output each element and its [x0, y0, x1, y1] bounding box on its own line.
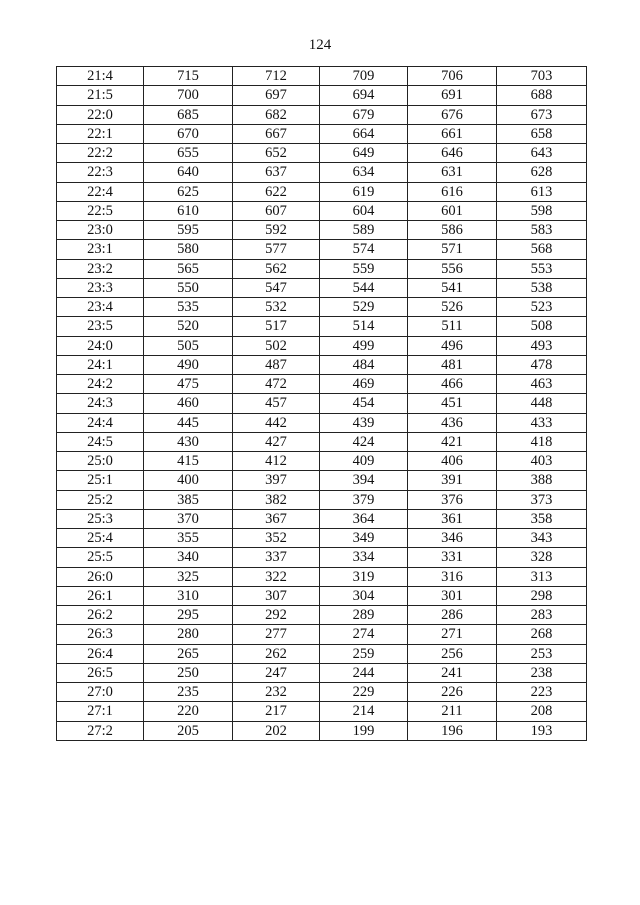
- value-cell: 682: [233, 105, 320, 124]
- value-cell: 340: [144, 548, 233, 567]
- value-cell: 262: [233, 644, 320, 663]
- table-row: [57, 375, 587, 394]
- value-cell: 424: [320, 432, 408, 451]
- row-label-cell: 26:1: [57, 586, 144, 605]
- value-cell: 322: [233, 567, 320, 586]
- value-cell: 211: [408, 702, 497, 721]
- value-cell: 577: [233, 240, 320, 259]
- value-cell: 445: [144, 413, 233, 432]
- value-cell: 400: [144, 471, 233, 490]
- value-cell: 370: [144, 509, 233, 528]
- value-cell: 574: [320, 240, 408, 259]
- value-cell: 247: [233, 663, 320, 682]
- row-label-cell: 23:3: [57, 278, 144, 297]
- value-cell: 301: [408, 586, 497, 605]
- value-cell: 436: [408, 413, 497, 432]
- table-row: [57, 86, 587, 105]
- value-cell: 265: [144, 644, 233, 663]
- value-cell: 427: [233, 432, 320, 451]
- table-row: [57, 105, 587, 124]
- value-cell: 601: [408, 201, 497, 220]
- value-cell: 460: [144, 394, 233, 413]
- value-cell: 556: [408, 259, 497, 278]
- value-cell: 475: [144, 375, 233, 394]
- row-label-cell: 25:5: [57, 548, 144, 567]
- value-cell: 325: [144, 567, 233, 586]
- value-cell: 562: [233, 259, 320, 278]
- table-row: [57, 509, 587, 528]
- row-label-cell: 24:3: [57, 394, 144, 413]
- value-cell: 463: [497, 375, 587, 394]
- value-cell: 292: [233, 606, 320, 625]
- value-cell: 649: [320, 144, 408, 163]
- value-cell: 283: [497, 606, 587, 625]
- value-cell: 319: [320, 567, 408, 586]
- value-cell: 700: [144, 86, 233, 105]
- value-cell: 622: [233, 182, 320, 201]
- table-row: [57, 606, 587, 625]
- value-cell: 385: [144, 490, 233, 509]
- value-cell: 295: [144, 606, 233, 625]
- value-cell: 685: [144, 105, 233, 124]
- value-cell: 199: [320, 721, 408, 740]
- value-cell: 226: [408, 683, 497, 702]
- row-label-cell: 24:0: [57, 336, 144, 355]
- row-label-cell: 23:1: [57, 240, 144, 259]
- table-row: [57, 259, 587, 278]
- value-cell: 271: [408, 625, 497, 644]
- table-row: [57, 702, 587, 721]
- table-row: [57, 683, 587, 702]
- value-cell: 217: [233, 702, 320, 721]
- value-cell: 277: [233, 625, 320, 644]
- value-cell: 499: [320, 336, 408, 355]
- value-cell: 208: [497, 702, 587, 721]
- row-label-cell: 22:0: [57, 105, 144, 124]
- value-cell: 550: [144, 278, 233, 297]
- data-table: [56, 66, 587, 741]
- value-cell: 508: [497, 317, 587, 336]
- value-cell: 346: [408, 529, 497, 548]
- value-cell: 706: [408, 67, 497, 86]
- value-cell: 535: [144, 298, 233, 317]
- row-label-cell: 26:3: [57, 625, 144, 644]
- value-cell: 268: [497, 625, 587, 644]
- value-cell: 253: [497, 644, 587, 663]
- row-label-cell: 25:0: [57, 452, 144, 471]
- value-cell: 694: [320, 86, 408, 105]
- value-cell: 232: [233, 683, 320, 702]
- value-cell: 481: [408, 355, 497, 374]
- value-cell: 607: [233, 201, 320, 220]
- table-row: [57, 548, 587, 567]
- row-label-cell: 25:2: [57, 490, 144, 509]
- value-cell: 592: [233, 221, 320, 240]
- value-cell: 502: [233, 336, 320, 355]
- value-cell: 547: [233, 278, 320, 297]
- row-label-cell: 22:5: [57, 201, 144, 220]
- value-cell: 469: [320, 375, 408, 394]
- table-row: [57, 144, 587, 163]
- value-cell: 382: [233, 490, 320, 509]
- value-cell: 586: [408, 221, 497, 240]
- value-cell: 244: [320, 663, 408, 682]
- value-cell: 274: [320, 625, 408, 644]
- value-cell: 514: [320, 317, 408, 336]
- value-cell: 313: [497, 567, 587, 586]
- value-cell: 343: [497, 529, 587, 548]
- value-cell: 442: [233, 413, 320, 432]
- value-cell: 307: [233, 586, 320, 605]
- value-cell: 646: [408, 144, 497, 163]
- value-cell: 379: [320, 490, 408, 509]
- value-cell: 355: [144, 529, 233, 548]
- value-cell: 478: [497, 355, 587, 374]
- value-cell: 352: [233, 529, 320, 548]
- row-label-cell: 22:4: [57, 182, 144, 201]
- page-number: 124: [308, 37, 332, 53]
- row-label-cell: 25:3: [57, 509, 144, 528]
- value-cell: 679: [320, 105, 408, 124]
- table-row: [57, 413, 587, 432]
- value-cell: 640: [144, 163, 233, 182]
- value-cell: 496: [408, 336, 497, 355]
- value-cell: 571: [408, 240, 497, 259]
- value-cell: 403: [497, 452, 587, 471]
- table-row: [57, 182, 587, 201]
- value-cell: 583: [497, 221, 587, 240]
- value-cell: 655: [144, 144, 233, 163]
- table-row: [57, 336, 587, 355]
- row-label-cell: 21:5: [57, 86, 144, 105]
- row-label-cell: 23:0: [57, 221, 144, 240]
- value-cell: 565: [144, 259, 233, 278]
- value-cell: 643: [497, 144, 587, 163]
- value-cell: 652: [233, 144, 320, 163]
- value-cell: 241: [408, 663, 497, 682]
- table-row: [57, 490, 587, 509]
- value-cell: 415: [144, 452, 233, 471]
- value-cell: 304: [320, 586, 408, 605]
- value-cell: 667: [233, 124, 320, 143]
- value-cell: 310: [144, 586, 233, 605]
- value-cell: 511: [408, 317, 497, 336]
- row-label-cell: 21:4: [57, 67, 144, 86]
- value-cell: 637: [233, 163, 320, 182]
- value-cell: 610: [144, 201, 233, 220]
- value-cell: 628: [497, 163, 587, 182]
- value-cell: 712: [233, 67, 320, 86]
- value-cell: 364: [320, 509, 408, 528]
- table-row: [57, 163, 587, 182]
- value-cell: 703: [497, 67, 587, 86]
- table-body: [57, 67, 587, 741]
- row-label-cell: 23:2: [57, 259, 144, 278]
- value-cell: 529: [320, 298, 408, 317]
- row-label-cell: 22:1: [57, 124, 144, 143]
- value-cell: 391: [408, 471, 497, 490]
- value-cell: 526: [408, 298, 497, 317]
- value-cell: 337: [233, 548, 320, 567]
- value-cell: 358: [497, 509, 587, 528]
- value-cell: 598: [497, 201, 587, 220]
- table-row: [57, 432, 587, 451]
- value-cell: 691: [408, 86, 497, 105]
- value-cell: 658: [497, 124, 587, 143]
- value-cell: 568: [497, 240, 587, 259]
- value-cell: 454: [320, 394, 408, 413]
- value-cell: 298: [497, 586, 587, 605]
- value-cell: 541: [408, 278, 497, 297]
- table-row: [57, 67, 587, 86]
- value-cell: 580: [144, 240, 233, 259]
- row-label-cell: 23:5: [57, 317, 144, 336]
- table-row: [57, 586, 587, 605]
- value-cell: 280: [144, 625, 233, 644]
- value-cell: 214: [320, 702, 408, 721]
- value-cell: 490: [144, 355, 233, 374]
- value-cell: 439: [320, 413, 408, 432]
- row-label-cell: 24:5: [57, 432, 144, 451]
- row-label-cell: 24:2: [57, 375, 144, 394]
- value-cell: 220: [144, 702, 233, 721]
- value-cell: 259: [320, 644, 408, 663]
- table-row: [57, 201, 587, 220]
- row-label-cell: 24:4: [57, 413, 144, 432]
- row-label-cell: 26:4: [57, 644, 144, 663]
- row-label-cell: 22:2: [57, 144, 144, 163]
- value-cell: 376: [408, 490, 497, 509]
- value-cell: 229: [320, 683, 408, 702]
- value-cell: 616: [408, 182, 497, 201]
- value-cell: 388: [497, 471, 587, 490]
- value-cell: 604: [320, 201, 408, 220]
- table-row: [57, 240, 587, 259]
- value-cell: 361: [408, 509, 497, 528]
- row-label-cell: 27:0: [57, 683, 144, 702]
- table-row: [57, 644, 587, 663]
- value-cell: 406: [408, 452, 497, 471]
- row-label-cell: 25:1: [57, 471, 144, 490]
- value-cell: 349: [320, 529, 408, 548]
- value-cell: 193: [497, 721, 587, 740]
- value-cell: 331: [408, 548, 497, 567]
- value-cell: 196: [408, 721, 497, 740]
- value-cell: 523: [497, 298, 587, 317]
- value-cell: 334: [320, 548, 408, 567]
- value-cell: 421: [408, 432, 497, 451]
- table-row: [57, 278, 587, 297]
- value-cell: 484: [320, 355, 408, 374]
- row-label-cell: 22:3: [57, 163, 144, 182]
- table-row: [57, 298, 587, 317]
- value-cell: 235: [144, 683, 233, 702]
- value-cell: 367: [233, 509, 320, 528]
- value-cell: 613: [497, 182, 587, 201]
- value-cell: 661: [408, 124, 497, 143]
- value-cell: 631: [408, 163, 497, 182]
- value-cell: 634: [320, 163, 408, 182]
- table-row: [57, 452, 587, 471]
- value-cell: 289: [320, 606, 408, 625]
- table-row: [57, 663, 587, 682]
- table-row: [57, 529, 587, 548]
- value-cell: 316: [408, 567, 497, 586]
- value-cell: 412: [233, 452, 320, 471]
- row-label-cell: 27:2: [57, 721, 144, 740]
- value-cell: 466: [408, 375, 497, 394]
- table-row: [57, 567, 587, 586]
- value-cell: 709: [320, 67, 408, 86]
- value-cell: 394: [320, 471, 408, 490]
- row-label-cell: 27:1: [57, 702, 144, 721]
- table-row: [57, 471, 587, 490]
- value-cell: 595: [144, 221, 233, 240]
- value-cell: 520: [144, 317, 233, 336]
- table-row: [57, 355, 587, 374]
- value-cell: 430: [144, 432, 233, 451]
- value-cell: 544: [320, 278, 408, 297]
- value-cell: 553: [497, 259, 587, 278]
- value-cell: 286: [408, 606, 497, 625]
- table-row: [57, 221, 587, 240]
- row-label-cell: 26:0: [57, 567, 144, 586]
- value-cell: 619: [320, 182, 408, 201]
- table-row: [57, 124, 587, 143]
- value-cell: 664: [320, 124, 408, 143]
- table-row: [57, 721, 587, 740]
- value-cell: 589: [320, 221, 408, 240]
- value-cell: 448: [497, 394, 587, 413]
- value-cell: 493: [497, 336, 587, 355]
- value-cell: 673: [497, 105, 587, 124]
- row-label-cell: 25:4: [57, 529, 144, 548]
- value-cell: 625: [144, 182, 233, 201]
- value-cell: 451: [408, 394, 497, 413]
- row-label-cell: 26:5: [57, 663, 144, 682]
- value-cell: 715: [144, 67, 233, 86]
- value-cell: 538: [497, 278, 587, 297]
- value-cell: 487: [233, 355, 320, 374]
- value-cell: 505: [144, 336, 233, 355]
- value-cell: 250: [144, 663, 233, 682]
- value-cell: 205: [144, 721, 233, 740]
- value-cell: 670: [144, 124, 233, 143]
- row-label-cell: 24:1: [57, 355, 144, 374]
- value-cell: 256: [408, 644, 497, 663]
- value-cell: 559: [320, 259, 408, 278]
- value-cell: 457: [233, 394, 320, 413]
- value-cell: 532: [233, 298, 320, 317]
- row-label-cell: 23:4: [57, 298, 144, 317]
- table-row: [57, 625, 587, 644]
- value-cell: 676: [408, 105, 497, 124]
- table-row: [57, 317, 587, 336]
- table-row: [57, 394, 587, 413]
- value-cell: 517: [233, 317, 320, 336]
- value-cell: 397: [233, 471, 320, 490]
- value-cell: 433: [497, 413, 587, 432]
- value-cell: 688: [497, 86, 587, 105]
- value-cell: 202: [233, 721, 320, 740]
- row-label-cell: 26:2: [57, 606, 144, 625]
- value-cell: 697: [233, 86, 320, 105]
- value-cell: 418: [497, 432, 587, 451]
- value-cell: 223: [497, 683, 587, 702]
- value-cell: 328: [497, 548, 587, 567]
- value-cell: 238: [497, 663, 587, 682]
- value-cell: 472: [233, 375, 320, 394]
- value-cell: 373: [497, 490, 587, 509]
- value-cell: 409: [320, 452, 408, 471]
